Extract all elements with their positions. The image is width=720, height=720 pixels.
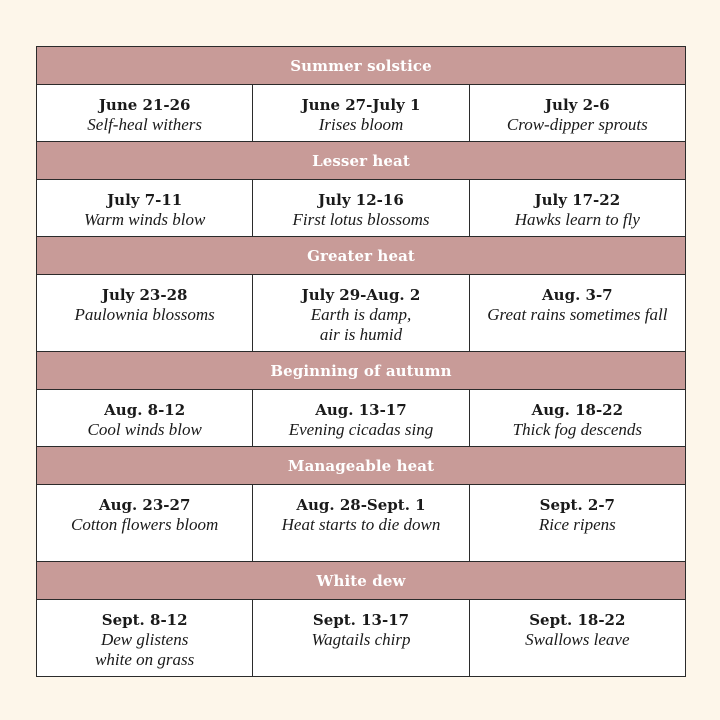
term-header-row bbox=[37, 142, 686, 180]
pentad-dates: Sept. 8-12 bbox=[101, 611, 188, 629]
pentad-row bbox=[37, 180, 686, 237]
pentad-event: Thick fog descends bbox=[512, 420, 642, 439]
pentad-cell bbox=[37, 180, 253, 237]
term-header-row bbox=[37, 237, 686, 275]
pentad-dates: July 2-6 bbox=[544, 96, 610, 114]
pentad-dates: Aug. 18-22 bbox=[531, 401, 624, 419]
pentad-dates: July 29-Aug. 2 bbox=[301, 286, 421, 304]
pentad-dates: June 21-26 bbox=[98, 96, 191, 114]
term-header-row bbox=[37, 352, 686, 390]
pentad-cell bbox=[253, 600, 469, 677]
solar-terms-table bbox=[36, 46, 686, 677]
term-name: Greater heat bbox=[37, 237, 686, 275]
pentad-event: Heat starts to die down bbox=[281, 515, 441, 534]
term-name: White dew bbox=[37, 562, 686, 600]
pentad-cell bbox=[469, 485, 685, 562]
pentad-dates: Aug. 3-7 bbox=[542, 286, 613, 304]
pentad-event: Irises bloom bbox=[318, 115, 404, 134]
pentad-event: Earth is damp, bbox=[310, 305, 412, 324]
pentad-cell bbox=[37, 390, 253, 447]
pentad-dates: Aug. 13-17 bbox=[315, 401, 407, 419]
pentad-cell bbox=[37, 485, 253, 562]
pentad-cell bbox=[253, 390, 469, 447]
pentad-cell bbox=[253, 85, 469, 142]
pentad-row bbox=[37, 85, 686, 142]
pentad-cell bbox=[253, 180, 469, 237]
pentad-dates: July 23-28 bbox=[101, 286, 188, 304]
pentad-event: Rice ripens bbox=[538, 515, 616, 534]
pentad-dates: Aug. 28-Sept. 1 bbox=[296, 496, 426, 514]
pentad-event: Warm winds blow bbox=[84, 210, 206, 229]
pentad-event: Great rains sometimes fall bbox=[487, 305, 668, 324]
term-name: Lesser heat bbox=[37, 142, 686, 180]
pentad-cell bbox=[469, 390, 685, 447]
pentad-event-line2: white on grass bbox=[95, 650, 195, 669]
pentad-dates: Aug. 8-12 bbox=[104, 401, 186, 419]
pentad-event: Crow-dipper sprouts bbox=[506, 115, 648, 134]
pentad-cell bbox=[253, 275, 469, 352]
pentad-dates: Aug. 23-27 bbox=[98, 496, 191, 514]
pentad-cell bbox=[469, 85, 685, 142]
pentad-cell bbox=[37, 85, 253, 142]
pentad-row bbox=[37, 485, 686, 562]
term-name: Beginning of autumn bbox=[37, 352, 686, 390]
term-name: Manageable heat bbox=[37, 447, 686, 485]
pentad-row bbox=[37, 275, 686, 352]
pentad-cell bbox=[253, 485, 469, 562]
pentad-cell bbox=[469, 275, 685, 352]
pentad-dates: July 17-22 bbox=[534, 191, 621, 209]
term-header-row bbox=[37, 562, 686, 600]
pentad-event: Paulownia blossoms bbox=[74, 305, 215, 324]
pentad-event: Dew glistens bbox=[100, 630, 189, 649]
term-header-row bbox=[37, 47, 686, 85]
pentad-cell bbox=[37, 275, 253, 352]
pentad-event-line2: air is humid bbox=[319, 325, 403, 344]
pentad-event: Swallows leave bbox=[525, 630, 630, 649]
pentad-dates: Sept. 18-22 bbox=[529, 611, 626, 629]
pentad-dates: July 7-11 bbox=[107, 191, 183, 209]
pentad-event: Self-heal withers bbox=[87, 115, 203, 134]
pentad-cell bbox=[37, 600, 253, 677]
pentad-row bbox=[37, 390, 686, 447]
pentad-dates: Sept. 2-7 bbox=[539, 496, 615, 514]
pentad-dates: Sept. 13-17 bbox=[312, 611, 410, 629]
pentad-event: First lotus blossoms bbox=[292, 210, 430, 229]
pentad-cell bbox=[469, 180, 685, 237]
pentad-dates: June 27-July 1 bbox=[301, 96, 421, 114]
pentad-event: Evening cicadas sing bbox=[288, 420, 434, 439]
pentad-event: Cotton flowers bloom bbox=[70, 515, 219, 534]
term-name: Summer solstice bbox=[37, 47, 686, 85]
pentad-row bbox=[37, 600, 686, 677]
pentad-event: Cool winds blow bbox=[87, 420, 202, 439]
pentad-event: Hawks learn to fly bbox=[514, 210, 640, 229]
pentad-cell bbox=[469, 600, 685, 677]
term-header-row bbox=[37, 447, 686, 485]
pentad-dates: July 12-16 bbox=[318, 191, 404, 209]
pentad-event: Wagtails chirp bbox=[311, 630, 411, 649]
